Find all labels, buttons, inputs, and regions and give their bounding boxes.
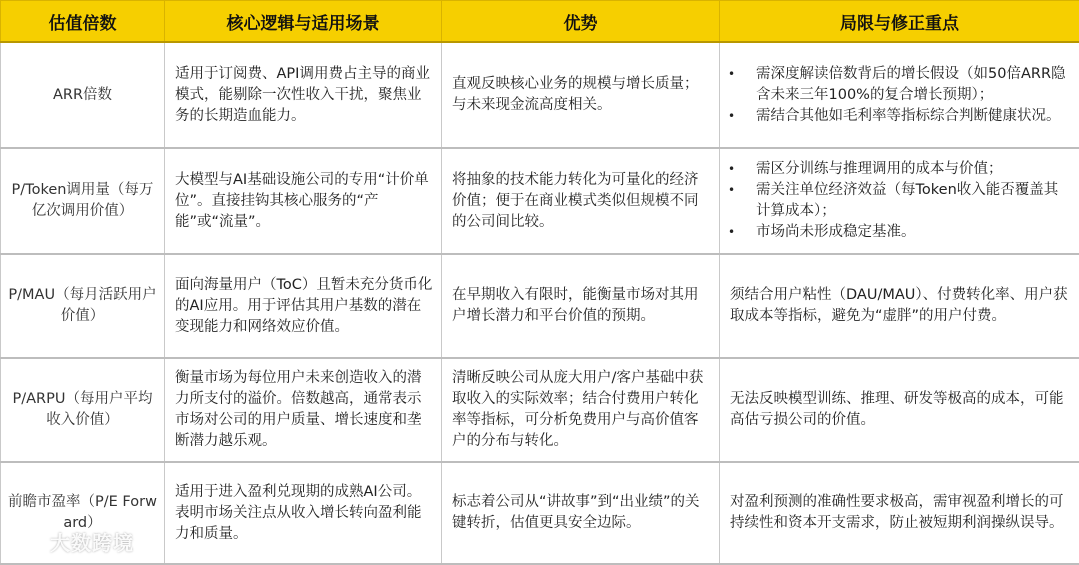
limits-cell	[720, 42, 1079, 148]
limits-item	[726, 222, 1071, 243]
advantage-cell: 清晰反映公司从庞大用户/客户基础中获取收入的实际效率；结合付费用户转化率等指标，可分析免费用户与高价值客户的分布与转化。	[442, 358, 720, 462]
header-limits: 局限与修正重点	[720, 1, 1079, 43]
metric-cell: P/Token调用量（每万亿次调用价值）	[1, 148, 165, 254]
limits-item-text: 需关注单位经济效益（每Token收入能否覆盖其计算成本）；	[756, 182, 1058, 219]
advantage-cell: 在早期收入有限时，能衡量市场对其用户增长潜力和平台价值的预期。	[442, 254, 720, 358]
metric-cell: P/ARPU（每用户平均收入价值）	[1, 358, 165, 462]
logic-cell: 大模型与AI基础设施公司的专用“计价单位”。直接挂钩其核心服务的“产能”或“流量”。	[165, 148, 442, 254]
metric-cell: ARR倍数	[1, 42, 165, 148]
limits-cell: 须结合用户粘性（DAU/MAU）、付费转化率、用户获取成本等指标，避免为“虚胖”的用户付费。	[720, 254, 1079, 358]
bullet-icon: •	[728, 106, 735, 127]
limits-item	[726, 106, 1071, 127]
bullet-icon: •	[728, 222, 735, 243]
table-row	[1, 254, 1079, 358]
metric-cell: 前瞻市盈率（P/E Forward）	[1, 462, 165, 564]
table-header-row	[1, 1, 1079, 43]
bullet-icon: •	[728, 180, 735, 201]
limits-cell: 对盈利预测的准确性要求极高，需审视盈利增长的可持续性和资本开支需求，防止被短期利润操纵误导。	[720, 462, 1079, 564]
header-metric: 估值倍数	[1, 1, 165, 43]
advantage-cell: 直观反映核心业务的规模与增长质量；与未来现金流高度相关。	[442, 42, 720, 148]
limits-item	[726, 64, 1071, 106]
bullet-icon: •	[728, 64, 735, 85]
logic-cell: 衡量市场为每位用户未来创造收入的潜力所支付的溢价。倍数越高，通常表示市场对公司的用户质量、增长速度和垄断潜力越乐观。	[165, 358, 442, 462]
metric-cell: P/MAU（每月活跃用户价值）	[1, 254, 165, 358]
limits-item	[726, 159, 1071, 180]
table-row	[1, 148, 1079, 254]
header-logic: 核心逻辑与适用场景	[165, 1, 442, 43]
logic-cell: 面向海量用户（ToC）且暂未充分货币化的AI应用。用于评估其用户基数的潜在变现能力和网络效应价值。	[165, 254, 442, 358]
limits-cell: 无法反映模型训练、推理、研发等极高的成本，可能高估亏损公司的价值。	[720, 358, 1079, 462]
table-row	[1, 42, 1079, 148]
logic-cell: 适用于进入盈利兑现期的成熟AI公司。表明市场关注点从收入增长转向盈利能力和质量。	[165, 462, 442, 564]
logic-cell: 适用于订阅费、API调用费占主导的商业模式，能剔除一次性收入干扰，聚焦业务的长期造血能力。	[165, 42, 442, 148]
table-row	[1, 358, 1079, 462]
limits-item-text: 市场尚未形成稳定基准。	[756, 224, 916, 240]
limits-item-text: 需区分训练与推理调用的成本与价值；	[756, 161, 1003, 177]
limits-list	[726, 64, 1071, 127]
brand-logo-icon	[10, 529, 44, 553]
limits-item-text: 需深度解读倍数背后的增长假设（如50倍ARR隐含未来三年100%的复合增长预期）；	[756, 66, 1066, 103]
limits-list	[726, 159, 1071, 243]
advantage-cell: 标志着公司从“讲故事”到“出业绩”的关键转折，估值更具安全边际。	[442, 462, 720, 564]
header-advantage: 优势	[442, 1, 720, 43]
bullet-icon: •	[728, 159, 735, 180]
limits-item-text: 需结合其他如毛利率等指标综合判断健康状况。	[756, 108, 1061, 124]
limits-item	[726, 180, 1071, 222]
limits-cell	[720, 148, 1079, 254]
watermark-text: 大数跨境	[50, 527, 134, 556]
watermark	[10, 526, 134, 556]
advantage-cell: 将抽象的技术能力转化为可量化的经济价值；便于在商业模式类似但规模不同的公司间比较。	[442, 148, 720, 254]
table-row	[1, 462, 1079, 564]
